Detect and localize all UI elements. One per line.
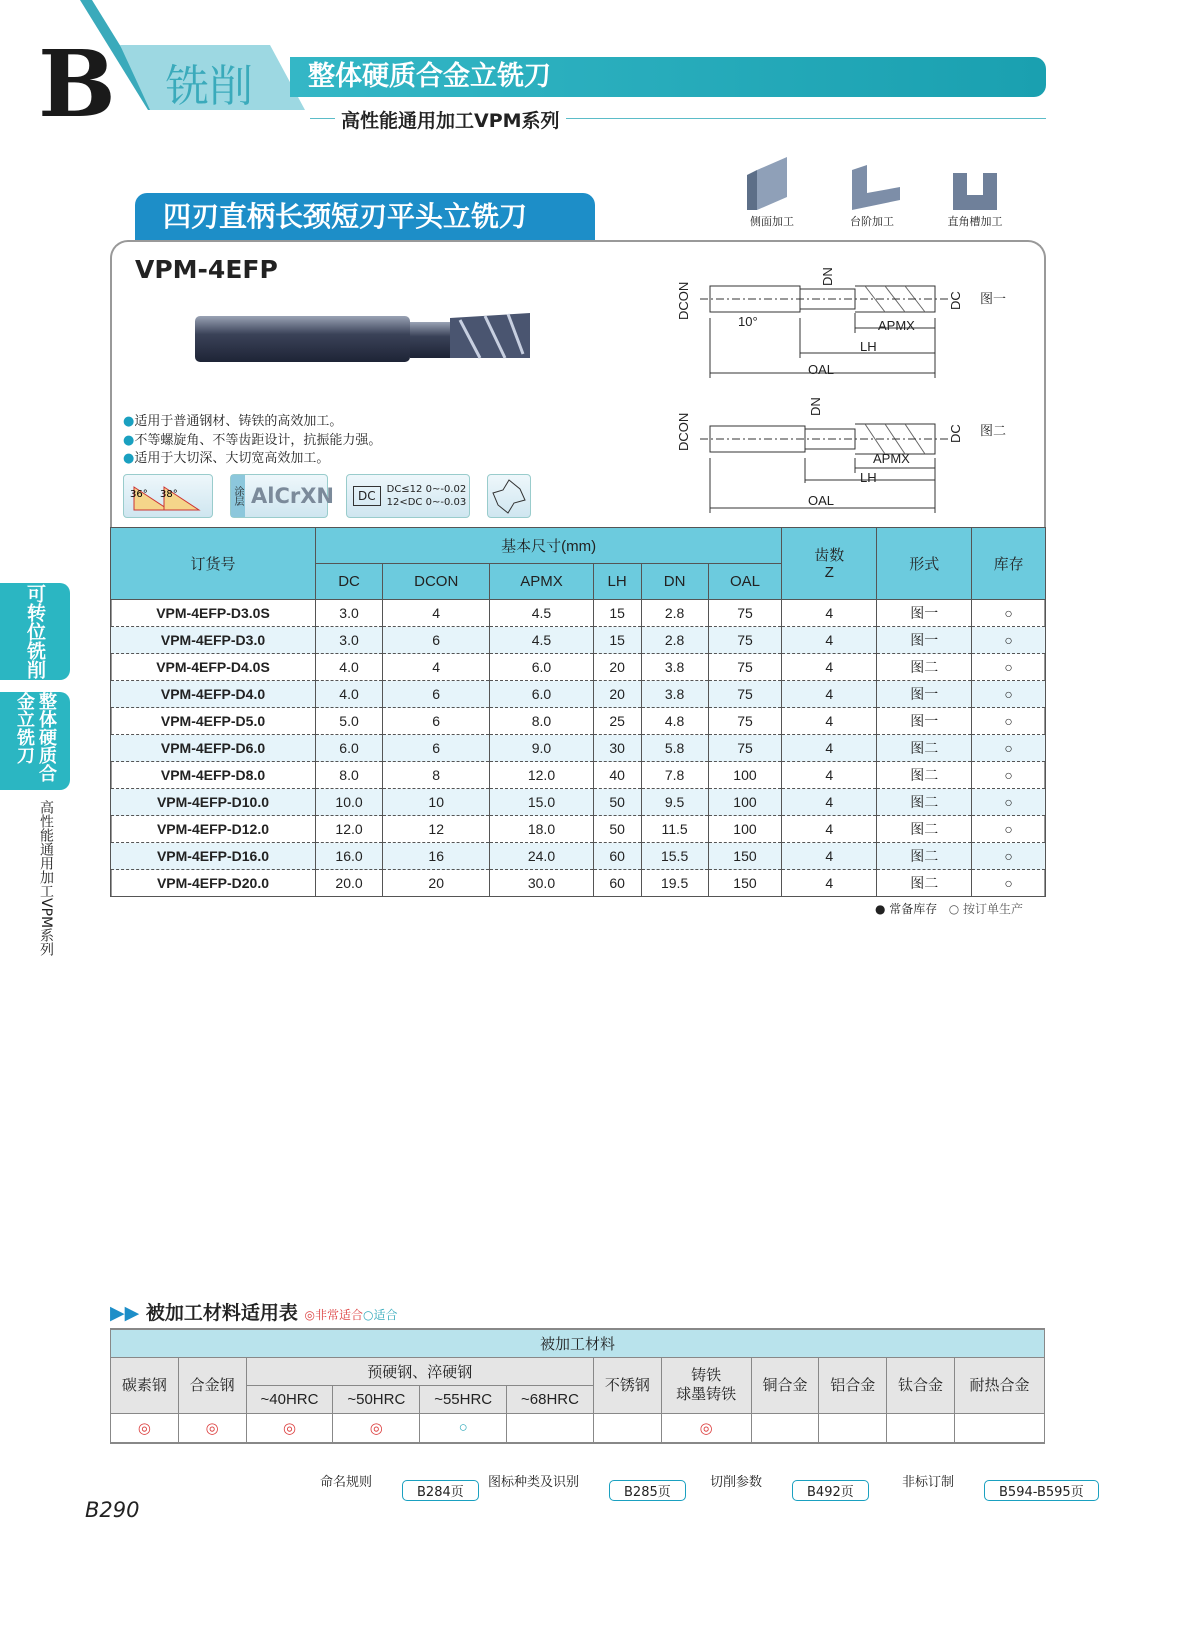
cell: 4 <box>782 654 877 681</box>
cell: 6 <box>383 735 490 762</box>
cell: 40 <box>593 762 641 789</box>
cell: 12.0 <box>316 816 383 843</box>
cell: 150 <box>708 870 782 897</box>
endmill-photo <box>190 308 535 368</box>
cell: 10.0 <box>316 789 383 816</box>
cell: ○ <box>972 681 1046 708</box>
table-row <box>111 708 1046 735</box>
product-type-label: 四刃直柄长颈短刃平头立铣刀 <box>135 193 595 241</box>
cell: 8 <box>383 762 490 789</box>
material-col: 铸铁 球墨铸铁 <box>661 1357 751 1413</box>
model-name: VPM-4EFP <box>135 255 278 284</box>
cell: ○ <box>972 735 1046 762</box>
cell: 10 <box>383 789 490 816</box>
cell: 4.8 <box>641 708 708 735</box>
cell: 4 <box>782 627 877 654</box>
cell: 5.8 <box>641 735 708 762</box>
reference-link[interactable]: 切削参数B492页 <box>710 1470 869 1491</box>
cell: 150 <box>708 843 782 870</box>
cell: ○ <box>972 843 1046 870</box>
cell: 4.0 <box>316 654 383 681</box>
suitability-mark <box>954 1413 1044 1443</box>
cell: 100 <box>708 762 782 789</box>
materials-header: 被加工材料 <box>111 1329 1045 1357</box>
material-col: 铜合金 <box>751 1357 819 1413</box>
cell: 4 <box>782 681 877 708</box>
cell: ○ <box>972 600 1046 627</box>
suitability-mark: ◎ <box>178 1413 246 1443</box>
cell: 4 <box>782 870 877 897</box>
reference-page[interactable]: B285页 <box>609 1480 686 1501</box>
col-order-code: 订货号 <box>111 528 316 600</box>
tolerance-badge: DC DC≤12 0~-0.02 12<DC 0~-0.03 <box>346 474 470 518</box>
order-code: VPM-4EFP-D3.0S <box>111 600 316 627</box>
col-lh: LH <box>593 564 641 600</box>
cell: 11.5 <box>641 816 708 843</box>
svg-text:DCON: DCON <box>676 281 691 320</box>
cell: 8.0 <box>316 762 383 789</box>
cell: ○ <box>972 870 1046 897</box>
cell: 25 <box>593 708 641 735</box>
svg-text:OAL: OAL <box>808 362 835 377</box>
flute-section-badge <box>487 474 531 518</box>
operation-label: 侧面加工 <box>750 215 794 228</box>
cell: 6.0 <box>316 735 383 762</box>
cell: 12.0 <box>490 762 593 789</box>
cell: 3.8 <box>641 681 708 708</box>
material-col: 碳素钢 <box>111 1357 179 1413</box>
cell: 4.0 <box>316 681 383 708</box>
svg-text:DCON: DCON <box>676 412 691 451</box>
feature-item: ●不等螺旋角、不等齿距设计，抗振能力强。 <box>123 432 382 448</box>
feature-item: ●适用于大切深、大切宽高效加工。 <box>123 451 330 466</box>
cell: 19.5 <box>641 870 708 897</box>
reference-link[interactable]: 图标种类及识别B285页 <box>488 1470 686 1491</box>
svg-text:图一: 图一 <box>980 291 1007 306</box>
feature-list <box>123 413 381 469</box>
cell: 50 <box>593 789 641 816</box>
suitability-mark: ○ <box>420 1413 507 1443</box>
cell: 4 <box>782 762 877 789</box>
cell: 图二 <box>877 654 972 681</box>
cell: 4.5 <box>490 600 593 627</box>
helix-angle-badge <box>123 474 213 518</box>
col-apmx: APMX <box>490 564 593 600</box>
cell: 2.8 <box>641 600 708 627</box>
cell: 50 <box>593 816 641 843</box>
cell: 15 <box>593 627 641 654</box>
cell: 20 <box>593 681 641 708</box>
material-col: 耐热合金 <box>954 1357 1044 1413</box>
cell: ○ <box>972 762 1046 789</box>
operation-label: 直角槽加工 <box>947 215 1003 228</box>
cell: 图二 <box>877 816 972 843</box>
cell: 6 <box>383 708 490 735</box>
side-tab-indexable-milling[interactable]: 可转位铣削 <box>0 583 70 680</box>
svg-text:36°: 36° <box>130 489 148 500</box>
dimension-diagrams <box>670 258 1040 518</box>
cell: 图一 <box>877 708 972 735</box>
suitability-mark <box>507 1413 594 1443</box>
svg-text:APMX: APMX <box>873 451 910 466</box>
cell: 3.0 <box>316 600 383 627</box>
cell: 75 <box>708 735 782 762</box>
slot-milling-icon <box>945 155 1005 210</box>
cell: 75 <box>708 681 782 708</box>
cell: 75 <box>708 708 782 735</box>
cell: 20 <box>593 654 641 681</box>
cell: 6.0 <box>490 654 593 681</box>
table-row <box>111 762 1046 789</box>
cell: 4 <box>782 789 877 816</box>
reference-link[interactable]: 命名规则B284页 <box>320 1470 479 1491</box>
step-milling-icon <box>842 155 902 210</box>
cell: ○ <box>972 654 1046 681</box>
cell: 20 <box>383 870 490 897</box>
cell: 9.5 <box>641 789 708 816</box>
table-row <box>111 816 1046 843</box>
svg-text:OAL: OAL <box>808 493 835 508</box>
operation-label: 台阶加工 <box>850 215 894 228</box>
cell: 4 <box>782 708 877 735</box>
cell: 4 <box>782 600 877 627</box>
table-row <box>111 600 1046 627</box>
cell: 图一 <box>877 681 972 708</box>
order-code: VPM-4EFP-D12.0 <box>111 816 316 843</box>
cell: 3.0 <box>316 627 383 654</box>
order-code: VPM-4EFP-D6.0 <box>111 735 316 762</box>
order-code: VPM-4EFP-D16.0 <box>111 843 316 870</box>
svg-text:DN: DN <box>820 267 835 286</box>
order-code: VPM-4EFP-D8.0 <box>111 762 316 789</box>
svg-text:LH: LH <box>860 339 877 354</box>
cell: ○ <box>972 789 1046 816</box>
feature-item: ●适用于普通钢材、铸铁的高效加工。 <box>123 414 343 429</box>
reference-page[interactable]: B492页 <box>792 1480 869 1501</box>
cell: 8.0 <box>490 708 593 735</box>
suitability-mark <box>593 1413 661 1443</box>
cell: ○ <box>972 627 1046 654</box>
order-code: VPM-4EFP-D10.0 <box>111 789 316 816</box>
cell: 图二 <box>877 762 972 789</box>
table-row <box>111 654 1046 681</box>
reference-page[interactable]: B594-B595页 <box>984 1480 1099 1501</box>
cell: 4 <box>782 816 877 843</box>
operation-slot <box>935 155 1015 229</box>
page-title: 整体硬质合金立铣刀 <box>290 57 1046 97</box>
col-flutes: 齿数 Z <box>782 528 877 600</box>
hardness-col: ~40HRC <box>246 1385 333 1413</box>
col-oal: OAL <box>708 564 782 600</box>
order-code: VPM-4EFP-D4.0 <box>111 681 316 708</box>
cell: 20.0 <box>316 870 383 897</box>
svg-text:LH: LH <box>860 470 877 485</box>
cell: 15.0 <box>490 789 593 816</box>
reference-link[interactable]: 非标订制B594-B595页 <box>902 1470 1099 1491</box>
hardness-col: ~55HRC <box>420 1385 507 1413</box>
suitability-mark <box>887 1413 955 1443</box>
cell: 6 <box>383 681 490 708</box>
coating-name: AlCrXN <box>251 484 334 508</box>
cell: 75 <box>708 654 782 681</box>
cell: 60 <box>593 870 641 897</box>
table-row <box>111 627 1046 654</box>
cell: 图二 <box>877 843 972 870</box>
cell: 24.0 <box>490 843 593 870</box>
product-table <box>110 527 1046 897</box>
hardness-col: ~68HRC <box>507 1385 594 1413</box>
operation-step <box>832 155 912 229</box>
col-basic-dimensions: 基本尺寸(mm) <box>316 528 782 564</box>
cell: ○ <box>972 816 1046 843</box>
cell: 30.0 <box>490 870 593 897</box>
svg-text:DC: DC <box>948 291 963 310</box>
cell: 6 <box>383 627 490 654</box>
cell: 图二 <box>877 735 972 762</box>
cell: 5.0 <box>316 708 383 735</box>
cell: 4 <box>383 600 490 627</box>
cell: 16 <box>383 843 490 870</box>
cell: 6.0 <box>490 681 593 708</box>
coating-badge: 涂层 AlCrXN <box>230 474 328 518</box>
cell: 图二 <box>877 789 972 816</box>
cell: 75 <box>708 627 782 654</box>
materials-table <box>110 1328 1045 1444</box>
cell: 15.5 <box>641 843 708 870</box>
svg-text:DN: DN <box>808 397 823 416</box>
cell: 16.0 <box>316 843 383 870</box>
category-title: 铣削 <box>165 61 253 112</box>
table-row <box>111 843 1046 870</box>
svg-text:10°: 10° <box>738 314 758 329</box>
cell: 图一 <box>877 600 972 627</box>
suitability-mark: ◎ <box>111 1413 179 1443</box>
svg-text:APMX: APMX <box>878 318 915 333</box>
col-dc: DC <box>316 564 383 600</box>
hardness-col: ~50HRC <box>333 1385 420 1413</box>
cell: 100 <box>708 816 782 843</box>
cell: 图二 <box>877 870 972 897</box>
suitability-mark: ◎ <box>246 1413 333 1443</box>
cell: 4.5 <box>490 627 593 654</box>
side-series-label: 高性能通用加工VPM系列 <box>38 800 54 957</box>
material-col: 不锈钢 <box>593 1357 661 1413</box>
cell: 4 <box>782 735 877 762</box>
reference-page[interactable]: B284页 <box>402 1480 479 1501</box>
table-row <box>111 789 1046 816</box>
cell: 图一 <box>877 627 972 654</box>
svg-text:38°: 38° <box>160 489 178 500</box>
suitability-mark <box>751 1413 819 1443</box>
suitability-mark <box>819 1413 887 1443</box>
cell: 18.0 <box>490 816 593 843</box>
material-col: 钛合金 <box>887 1357 955 1413</box>
col-stock: 库存 <box>972 528 1046 600</box>
cell: 100 <box>708 789 782 816</box>
table-row <box>111 681 1046 708</box>
section-letter: B <box>38 30 116 138</box>
col-form: 形式 <box>877 528 972 600</box>
cell: ○ <box>972 708 1046 735</box>
side-milling-icon <box>742 155 802 210</box>
cell: 4 <box>782 843 877 870</box>
flute-cross-section-icon <box>488 475 530 517</box>
cell: 30 <box>593 735 641 762</box>
material-col: 铝合金 <box>819 1357 887 1413</box>
materials-title: ▶▶ 被加工材料适用表 ◎非常适合○适合 <box>110 1302 398 1324</box>
order-code: VPM-4EFP-D4.0S <box>111 654 316 681</box>
operation-side-milling <box>732 155 812 229</box>
cell: 75 <box>708 600 782 627</box>
cell: 12 <box>383 816 490 843</box>
svg-text:图二: 图二 <box>980 423 1007 438</box>
svg-text:DC: DC <box>948 424 963 443</box>
order-code: VPM-4EFP-D3.0 <box>111 627 316 654</box>
suitability-mark: ◎ <box>333 1413 420 1443</box>
material-col: 预硬钢、淬硬钢 <box>246 1357 593 1385</box>
cell: 3.8 <box>641 654 708 681</box>
cell: 7.8 <box>641 762 708 789</box>
order-code: VPM-4EFP-D20.0 <box>111 870 316 897</box>
table-row <box>111 870 1046 897</box>
cell: 2.8 <box>641 627 708 654</box>
material-col: 合金钢 <box>178 1357 246 1413</box>
col-dn: DN <box>641 564 708 600</box>
order-code: VPM-4EFP-D5.0 <box>111 708 316 735</box>
side-tab-solid-carbide[interactable]: 整体硬质合金立铣刀 <box>0 692 70 790</box>
stock-legend: ● 常备库存 ○ 按订单生产 <box>875 902 1024 916</box>
suitability-mark: ◎ <box>661 1413 751 1443</box>
cell: 4 <box>383 654 490 681</box>
cell: 9.0 <box>490 735 593 762</box>
cell: 15 <box>593 600 641 627</box>
page-number: B290 <box>85 1498 140 1522</box>
page-subtitle: 高性能通用加工VPM系列 <box>335 106 566 133</box>
table-row <box>111 735 1046 762</box>
cell: 60 <box>593 843 641 870</box>
col-dcon: DCON <box>383 564 490 600</box>
